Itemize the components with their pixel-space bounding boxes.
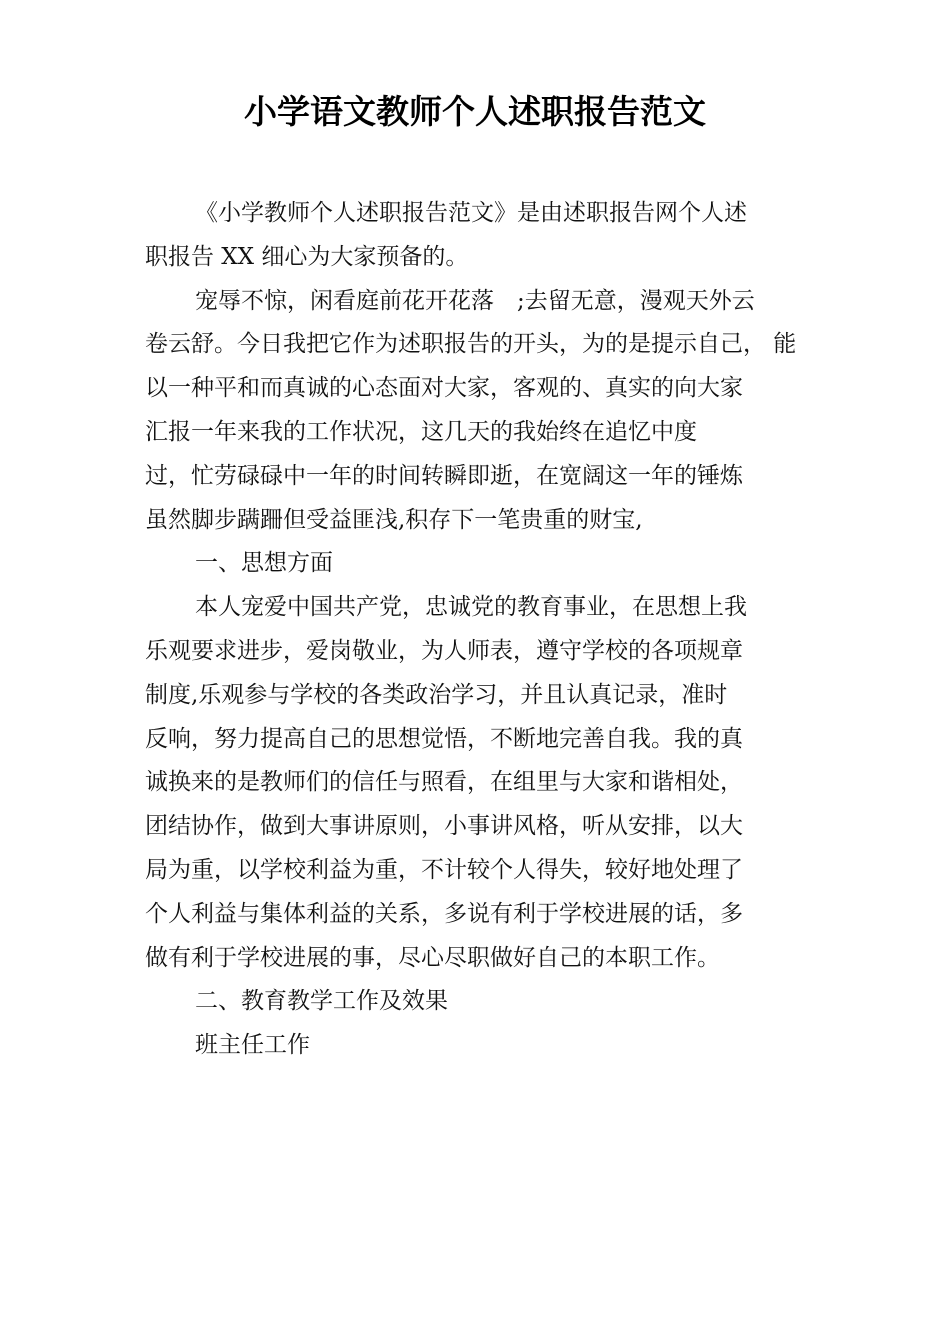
paragraph-line: 局为重，以学校利益为重，不计较个人得失，较好地处理了 <box>145 856 743 883</box>
paragraph-line: 卷云舒。今日我把它作为述职报告的开头，为的是提示自己， 能 <box>145 331 797 358</box>
paragraph-line: 团结协作，做到大事讲原则，小事讲风格，听从安排，以大 <box>145 813 743 840</box>
document-title: 小学语文教师个人述职报告范文 <box>244 92 706 131</box>
paragraph-line: 过，忙劳碌碌中一年的时间转瞬即逝，在宽阔这一年的锤炼 <box>145 462 743 489</box>
paragraph-line: 制度,乐观参与学校的各类政治学习，并且认真记录，准时 <box>145 681 728 708</box>
subsection-heading: 班主任工作 <box>195 1032 310 1059</box>
section-heading: 二、教育教学工作及效果 <box>195 988 448 1015</box>
document-body <box>145 192 825 1068</box>
section-heading: 一、思想方面 <box>195 550 333 577</box>
paragraph-line: 做有利于学校进展的事，尽心尽职做好自己的本职工作。 <box>145 944 720 971</box>
paragraph-line: 以一种平和而真诚的心态面对大家，客观的、真实的向大家 <box>145 375 743 402</box>
paragraph-line: 反响，努力提高自己的思想觉悟，不断地完善自我。我的真 <box>145 725 743 752</box>
paragraph-line: 宠辱不惊，闲看庭前花开花落 ;去留无意，漫观天外云 <box>195 287 755 314</box>
paragraph-line: 《小学教师个人述职报告范文》是由述职报告网个人述 <box>195 200 747 226</box>
paragraph-line: 本人宠爱中国共产党，忠诚党的教育事业，在思想上我 <box>195 594 747 621</box>
paragraph-line: 汇报一年来我的工作状况，这几天的我始终在追忆中度 <box>145 418 697 445</box>
paragraph-line: 职报告 XX 细心为大家预备的。 <box>145 243 469 270</box>
paragraph-line: 乐观要求进步，爱岗敬业，为人师表，遵守学校的各项规章 <box>145 637 743 664</box>
paragraph-line: 诚换来的是教师们的信任与照看，在组里与大家和谐相处， <box>145 769 743 796</box>
paragraph-line: 虽然脚步蹒跚但受益匪浅,积存下一笔贵重的财宝, <box>145 506 643 533</box>
paragraph-line: 个人利益与集体利益的关系，多说有利于学校进展的话，多 <box>145 900 743 927</box>
